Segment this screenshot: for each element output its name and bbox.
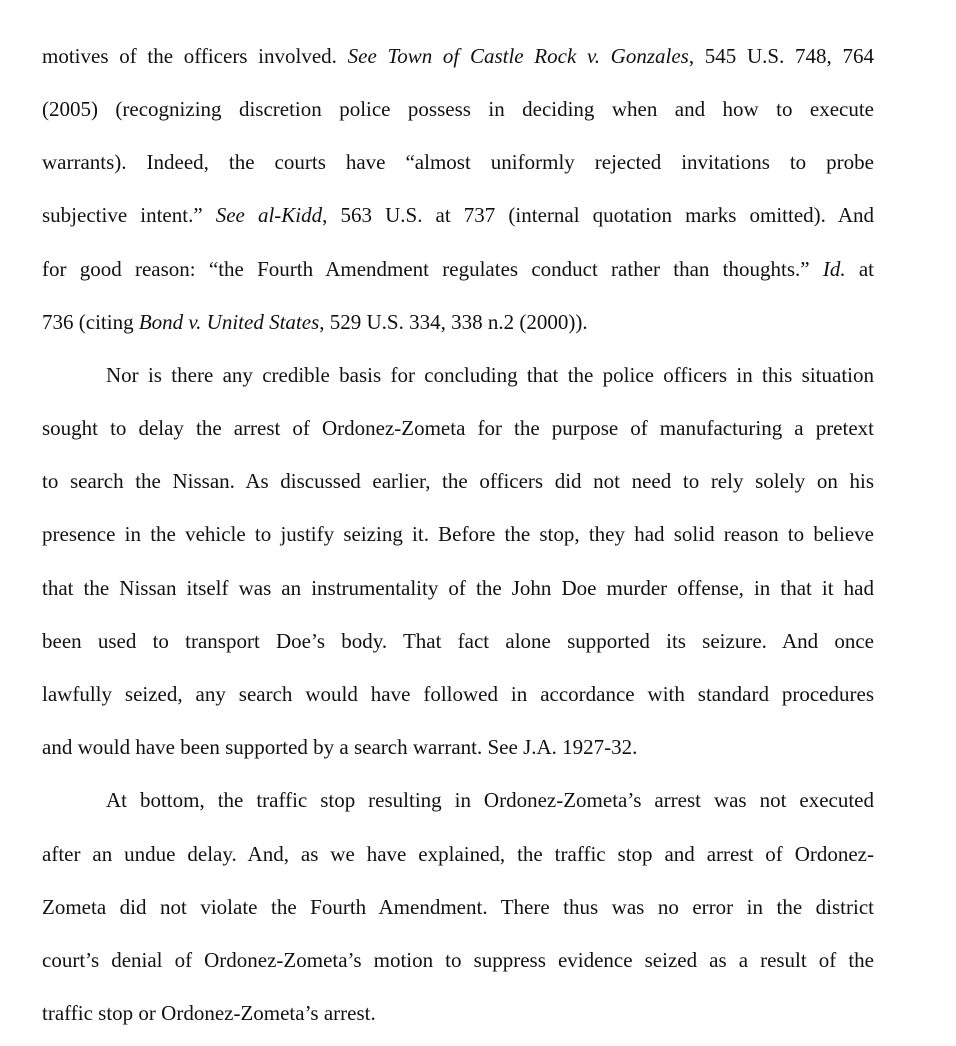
case-citation-italic: See Town of Castle Rock v. Gonzales (347, 44, 689, 68)
paragraph-line: that the Nissan itself was an instrumentality of the John Doe murder offense, in that it had (42, 576, 874, 600)
paragraph-line: been used to transport Doe’s body. That fact alone supported its seizure. And once (42, 629, 874, 653)
text-span: , 545 U.S. 748, 764 (688, 44, 874, 68)
text-span: , 529 U.S. 334, 338 n.2 (2000)). (319, 310, 588, 334)
paragraph-line: presence in the vehicle to justify seizing it. Before the stop, they had solid reason to believe (42, 522, 874, 546)
text-span: at (845, 257, 875, 281)
paragraph-line: lawfully seized, any search would have followed in accordance with standard procedures (42, 682, 874, 706)
paragraph-line: to search the Nissan. As discussed earlier, the officers did not need to rely solely on his (42, 469, 874, 493)
text-span: for good reason: “the Fourth Amendment regulates conduct rather than thoughts.” (42, 257, 823, 281)
case-citation-italic: See al-Kidd (215, 203, 323, 227)
id-citation-italic: Id. (822, 257, 846, 281)
text-span: 736 (citing (42, 310, 139, 334)
paragraph-line: At bottom, the traffic stop resulting in Ordonez-Zometa’s arrest was not executed (106, 788, 874, 812)
paragraph-line (42, 149, 874, 175)
case-citation-italic: Bond v. United States (138, 310, 320, 334)
text-span: , 563 U.S. at 737 (internal quotation marks omitted). And (322, 203, 874, 227)
paragraph-line (42, 96, 874, 122)
paragraph-line (42, 256, 874, 282)
paragraph-line: Zometa did not violate the Fourth Amendment. There thus was no error in the district (42, 895, 874, 919)
paragraph-line (42, 309, 874, 335)
text-span: subjective intent.” (42, 203, 216, 227)
text-span: motives of the officers involved. (42, 44, 348, 68)
paragraph-line: traffic stop or Ordonez-Zometa’s arrest. (42, 1001, 376, 1025)
paragraph-line (42, 43, 874, 69)
paragraph-line: court’s denial of Ordonez-Zometa’s motion to suppress evidence seized as a result of the (42, 948, 874, 972)
paragraph-line (42, 202, 874, 228)
paragraph-line: and would have been supported by a search warrant. See J.A. 1927-32. (42, 735, 638, 759)
text-span: (2005) (recognizing discretion police possess in deciding when and how to execute (42, 97, 874, 121)
paragraph-line: Nor is there any credible basis for concluding that the police officers in this situation (106, 363, 874, 387)
paragraph-line: sought to delay the arrest of Ordonez-Zometa for the purpose of manufacturing a pretext (42, 416, 874, 440)
text-span: warrants). Indeed, the courts have “almost uniformly rejected invitations to probe (42, 150, 874, 174)
paragraph-line: after an undue delay. And, as we have explained, the traffic stop and arrest of Ordonez- (42, 842, 874, 866)
